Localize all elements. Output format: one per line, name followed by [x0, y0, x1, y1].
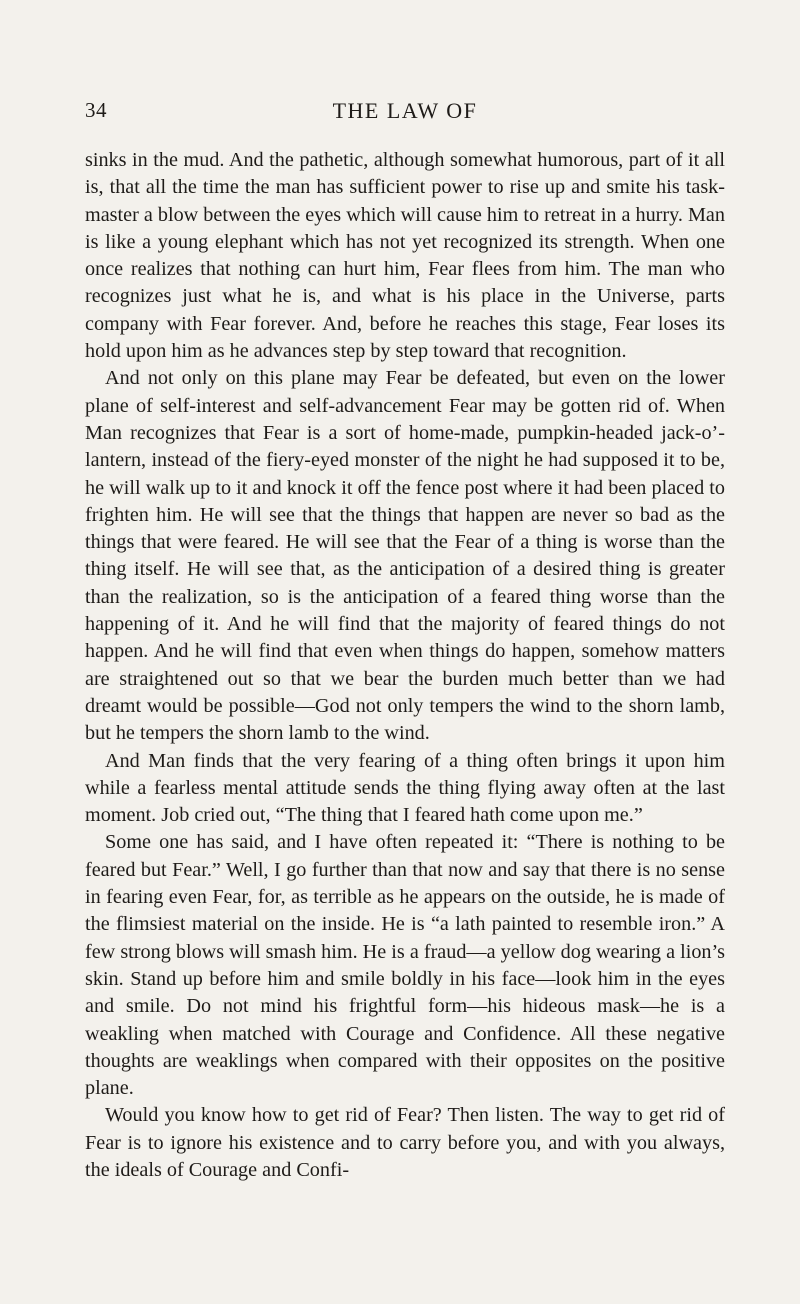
paragraph: And Man finds that the very fearing of a thing often brings it upon him while a fearless mental attitude sends the thing flying away often at the last moment. Job cried out, “The thing that I feared hath come upon me.”: [85, 749, 725, 827]
page-number: 34: [85, 98, 107, 122]
paragraph: Would you know how to get rid of Fear? Then listen. The way to get rid of Fear is to ignore his existence and to carry before you, and with you always, the ideals of Courage and Confi-: [85, 1104, 725, 1181]
running-title: THE LAW OF: [332, 98, 478, 123]
running-head: [85, 98, 725, 128]
paragraph: Some one has said, and I have often repeated it: “There is nothing to be feared but Fear.” Well, I go further than that now and say that there is no sense in fearing even Fear, for, as terrible as he appears on the outside, he is made of the flimsiest material on the inside. He is “a lath painted to resemble iron.” A few strong blows will smash him. He is a fraud—a yellow dog wearing a lion’s skin. Stand up before him and smile boldly in his face—look him in the eyes and smile. Do not mind his frightful form—his hideous mask—he is a weakling when matched with Courage and Confidence. All these negative thoughts are weaklings when compared with their opposites on the positive plane.: [85, 831, 725, 1100]
paragraph-continued: sinks in the mud. And the pathetic, although somewhat humorous, part of it all is, that all the time the man has sufficient power to rise up and smite his task-master a blow between the eyes which will cause him to retreat in a hurry. Man is like a young elephant which has not yet recognized its strength. When one once realizes that nothing can hurt him, Fear flees from him. The man who recognizes just what he is, and what is his place in the Universe, parts company with Fear forever. And, before he reaches this stage, Fear loses its hold upon him as he advances step by step toward that recognition.: [85, 149, 725, 363]
body-text: [85, 147, 725, 1184]
paragraph: And not only on this plane may Fear be defeated, but even on the lower plane of self-interest and self-advancement Fear may be gotten rid of. When Man recognizes that Fear is a sort of home-made, pumpkin-headed jack-o’-lantern, instead of the fiery-eyed monster of the night he had supposed it to be, he will walk up to it and knock it off the fence post where it had been placed to frighten him. He will see that the things that happen are never so bad as the things that were feared. He will see that the Fear of a thing is worse than the thing itself. He will see that, as the anticipation of a desired thing is greater than the realization, so is the anticipation of a feared thing worse than the happening of it. And he will find that the majority of feared things do not happen. And he will find that even when things do happen, somehow matters are straightened out so that we bear the burden much better than we had dreamt would be possible—God not only tempers the wind to the shorn lamb, but he tempers the shorn lamb to the wind.: [85, 367, 725, 745]
